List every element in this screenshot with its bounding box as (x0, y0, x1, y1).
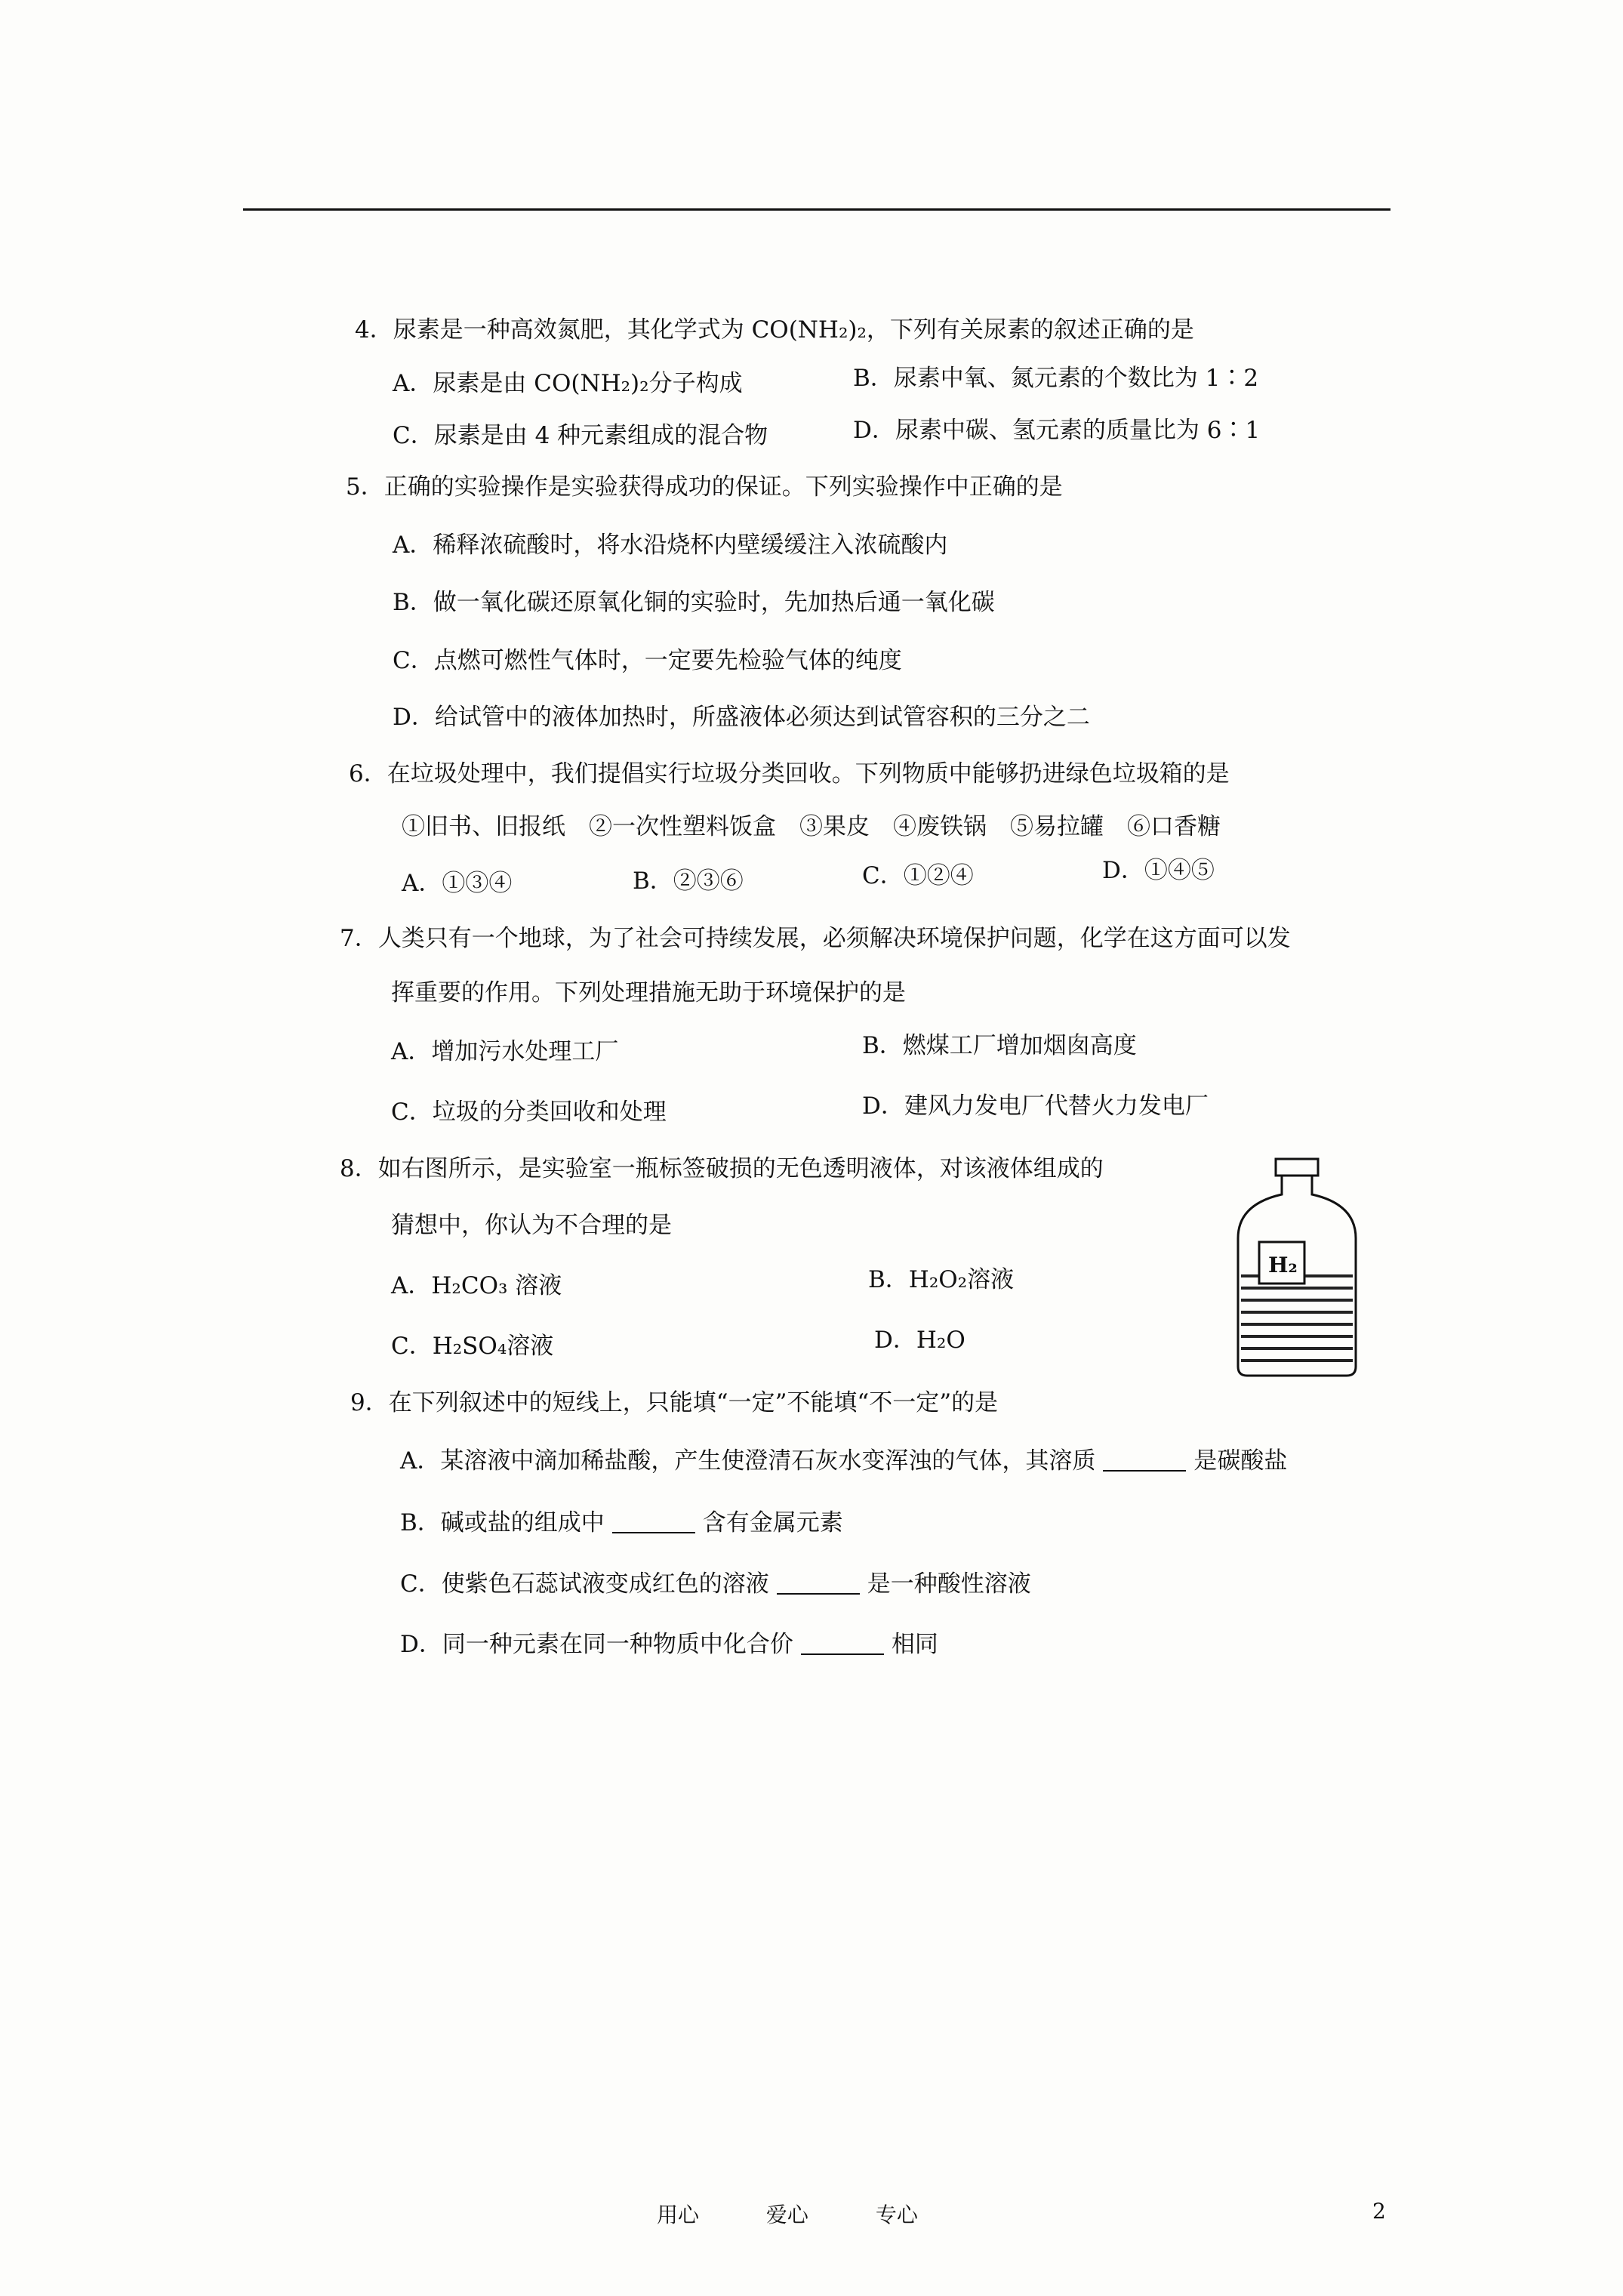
q6-stem: 6．在垃圾处理中，我们提倡实行垃圾分类回收。下列物质中能够扔进绿色垃圾箱的是 (349, 760, 1230, 787)
footer-word-2: 爱心 (765, 2202, 808, 2227)
q9-stem: 9．在下列叙述中的短线上，只能填“一定”不能填“不一定”的是 (350, 1389, 999, 1416)
q4-stem: 4．尿素是一种高效氮肥，其化学式为 CO(NH₂)₂，下列有关尿素的叙述正确的是 (355, 316, 1194, 344)
q6-items: ①旧书、旧报纸 ②一次性塑料饭盒 ③果皮 ④废铁锅 ⑤易拉罐 ⑥口香糖 (402, 813, 1221, 840)
q4-option-a: A．尿素是由 CO(NH₂)₂分子构成 (393, 370, 743, 397)
q4-option-c: C．尿素是由 4 种元素组成的混合物 (393, 422, 768, 449)
q5-option-d: D．给试管中的液体加热时，所盛液体必须达到试管容积的三分之二 (393, 704, 1090, 731)
q8-option-c: C．H₂SO₄溶液 (391, 1333, 554, 1360)
label-text: H₂ (1268, 1253, 1298, 1277)
q9-c-blank[interactable] (777, 1572, 860, 1595)
q9-a-text: A．某溶液中滴加稀盐酸，产生使澄清石灰水变浑浊的气体，其溶质 (400, 1447, 1096, 1475)
footer-motto (657, 2199, 978, 2229)
q9-b-blank[interactable] (612, 1511, 695, 1533)
q9-d-blank[interactable] (801, 1632, 884, 1655)
q7-option-b: B．燃煤工厂增加烟囱高度 (862, 1032, 1137, 1059)
q9-option-d (400, 1629, 938, 1660)
q6-option-a: A．①③④ (402, 870, 513, 897)
q4-option-d: D．尿素中碳、氢元素的质量比为 6∶1 (853, 417, 1261, 444)
q5-stem: 5．正确的实验操作是实验获得成功的保证。下列实验操作中正确的是 (346, 473, 1063, 501)
q8-option-a: A．H₂CO₃ 溶液 (391, 1272, 562, 1299)
q6-option-b: B．②③⑥ (633, 868, 744, 895)
q5-option-c: C．点燃可燃性气体时，一定要先检验气体的纯度 (393, 647, 902, 674)
q9-b-text: B．碱或盐的组成中 (400, 1509, 605, 1536)
q6-option-c: C．①②④ (862, 862, 974, 889)
q8-option-d: D．H₂O (874, 1327, 965, 1354)
footer-word-1: 用心 (657, 2202, 700, 2227)
q9-b-suffix: 含有金属元素 (702, 1509, 843, 1536)
q9-d-suffix: 相同 (891, 1631, 938, 1658)
q6-option-d: D．①④⑤ (1102, 857, 1215, 884)
question-area (340, 291, 1427, 1687)
q7-option-a: A．增加污水处理工厂 (391, 1038, 619, 1065)
q9-a-suffix: 是碳酸盐 (1193, 1447, 1288, 1475)
bottle-stopper (1276, 1159, 1318, 1176)
q9-option-b (400, 1508, 843, 1538)
header-rule (243, 208, 1390, 211)
q7-stem-line1: 7．人类只有一个地球，为了社会可持续发展，必须解决环境保护问题，化学在这方面可以发 (340, 925, 1291, 952)
q5-option-a: A．稀释浓硫酸时，将水沿烧杯内壁缓缓注入浓硫酸内 (393, 532, 948, 559)
footer-word-3: 专心 (875, 2202, 918, 2227)
page-number: 2 (1372, 2199, 1386, 2224)
q8-stem-line2: 猜想中，你认为不合理的是 (391, 1212, 672, 1239)
q9-d-text: D．同一种元素在同一种物质中化合价 (400, 1631, 793, 1658)
q5-option-b: B．做一氧化碳还原氧化铜的实验时，先加热后通一氧化碳 (393, 589, 995, 616)
liquid-lines (1241, 1276, 1353, 1361)
q9-a-blank[interactable] (1103, 1449, 1186, 1472)
q8-option-b: B．H₂O₂溶液 (868, 1266, 1015, 1293)
q4-option-b: B．尿素中氧、氮元素的个数比为 1∶2 (853, 365, 1259, 392)
q9-option-c (400, 1569, 1031, 1599)
q7-stem-line2: 挥重要的作用。下列处理措施无助于环境保护的是 (391, 979, 906, 1006)
q9-option-a (400, 1446, 1287, 1476)
q8-stem-line1: 8．如右图所示，是实验室一瓶标签破损的无色透明液体，对该液体组成的 (340, 1155, 1104, 1182)
reagent-bottle-illustration (1229, 1155, 1365, 1382)
q9-c-suffix: 是一种酸性溶液 (867, 1570, 1031, 1598)
q7-option-c: C．垃圾的分类回收和处理 (391, 1099, 667, 1126)
q9-c-text: C．使紫色石蕊试液变成红色的溶液 (400, 1570, 769, 1598)
q7-option-d: D．建风力发电厂代替火力发电厂 (862, 1093, 1209, 1120)
